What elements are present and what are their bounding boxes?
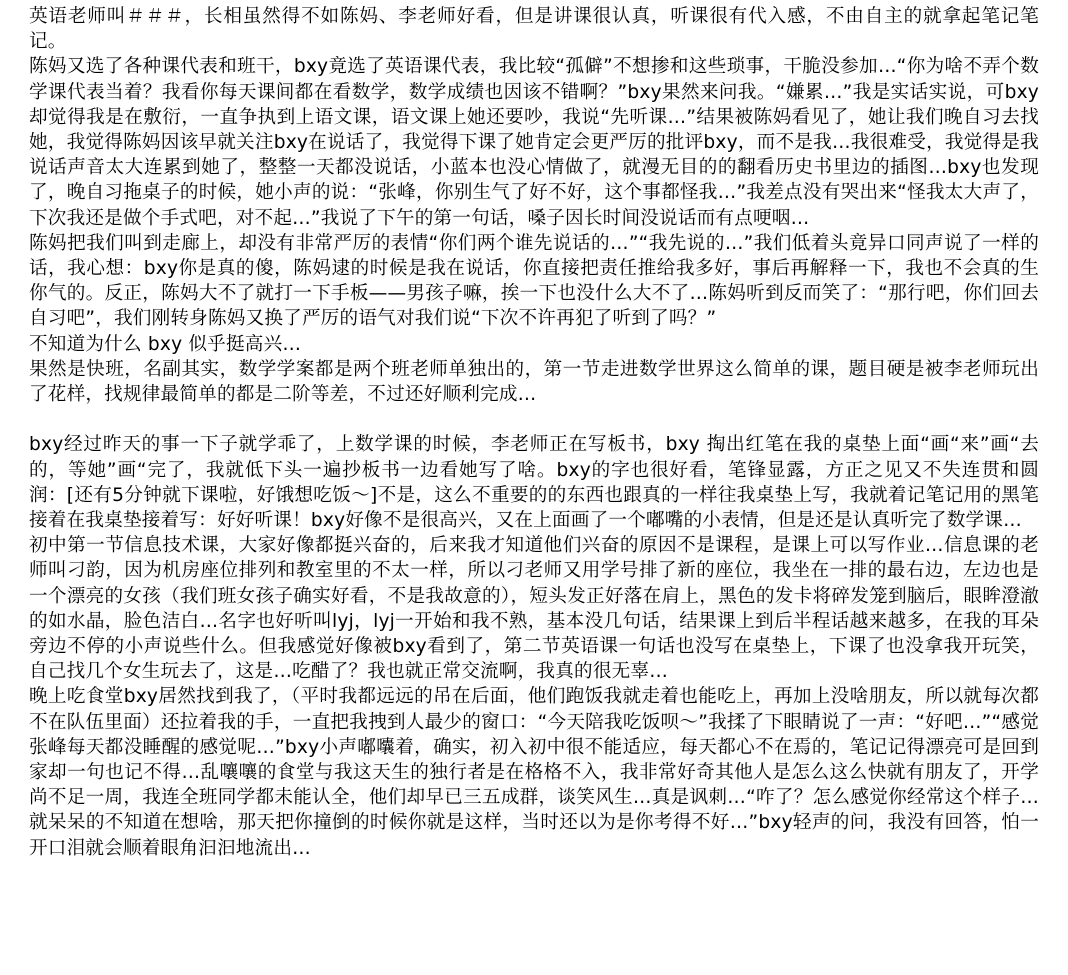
paragraph-it-class: 初中第一节信息技术课，大家好像都挺兴奋的，后来我才知道他们兴奋的原因不是课程，是课上可以写作业…信息课的老师叫刁韵，因为机房座位排列和教室里的不太一样，所以刁老师又用学号排了新的座位，我坐在一排的最右边，左边也是一个漂亮的女孩（我们班女孩子确实好看，不是我故意的），短头发正好落在肩上，黑色的发卡将碎发笼到脑后，眼眸澄澈的如水晶，脸色洁白…名字也好听叫lyj，lyj一开始和我不熟，基本没几句话，结果课上到后半程话越来越多，在我的耳朵旁边不停的小声说些什么。但我感觉好像被bxy看到了，第二节英语课一句话也没写在桌垫上，下课了也没拿我开玩笑，自己找几个女生玩去了，这是…吃醋了？我也就正常交流啊，我真的很无辜… xyxy=(29,535,1039,683)
paragraph-bxy-happy: 不知道为什么 bxy 似乎挺高兴… xyxy=(29,333,302,355)
paragraph-corridor-talk: 陈妈把我们叫到走廊上，却没有非常严厉的表情“你们两个谁先说话的…”“我先说的…”我们低着头竟异口同声说了一样的话，我心想：bxy你是真的傻，陈妈逮的时候是我在说话，你直接把责任推给我多好，事后再解释一下，我也不会真的生你气的。反正，陈妈大不了就打一下手板——男孩子嘛，挨一下也没什么大不了…陈妈听到反而笑了：“那行吧，你们回去自习吧”，我们刚转身陈妈又换了严厉的语气对我们说“下次不许再犯了听到了吗？” xyxy=(29,232,1039,330)
paragraph-desk-pad-notes: bxy经过昨天的事一下子就学乖了，上数学课的时候，李老师正在写板书，bxy 掏出红笔在我的桌垫上面“画“来”画“去的，等她”画“完了，我就低下头一遍抄板书一边看她写了啥。bxy的字也很好看，笔锋显露，方正之见又不失连贯和圆润：[还有5分钟就下课啦，好饿想吃饭～]不是，这么不重要的的东西也跟真的一样往我桌垫上写，我就着记笔记用的黑笔接着在我桌垫接着写：好好听课！bxy好像不是很高兴，又在上面画了一个嘟嘴的小表情，但是还是认真听完了数学课… xyxy=(29,434,1039,532)
paragraph-fast-class: 果然是快班，名副其实，数学学案都是两个班老师单独出的，第一节走进数学世界这么简单的课，题目硬是被李老师玩出了花样，找规律最简单的都是二阶等差，不过还好顺利完成… xyxy=(29,358,1039,406)
document-body xyxy=(29,4,1039,861)
blank-line xyxy=(29,407,1039,432)
paragraph-canteen: 晚上吃食堂bxy居然找到我了，（平时我都远远的吊在后面，他们跑饭我就走着也能吃上，再加上没啥朋友，所以就每次都不在队伍里面）还拉着我的手，一直把我拽到人最少的窗口：“今天陪我吃饭呗～”我揉了下眼睛说了一声：“好吧…”“感觉张峰每天都没睡醒的感觉呢…”bxy小声嘟囔着，确实，初入初中很不能适应，每天都心不在焉的，笔记记得漂亮可是回到家却一句也记不得…乱嚷嚷的食堂与我这天生的独行者是在格格不入，我非常好奇其他人是怎么这么快就有朋友了，开学尚不足一周，我连全班同学都未能认全，他们却早已三五成群，谈笑风生…真是讽刺…“咋了？怎么感觉你经常这个样子…就呆呆的不知道在想啥，那天把你撞倒的时候你就是这样，当时还以为是你考得不好…”bxy轻声的问，我没有回答，怕一开口泪就会顺着眼角汩汩地流出… xyxy=(29,686,1039,859)
paragraph-class-representative: 陈妈又选了各种课代表和班干，bxy竟选了英语课代表，我比较“孤僻”不想掺和这些琐事，干脆没参加…“你为啥不弄个数学课代表当着？我看你每天课间都在看数学，数学成绩也因该不错啊？”bxy果然来问我。“嫌累…”我是实话实说，可bxy却觉得我是在敷衍，一直争执到上语文课，语文课上她还要吵，我说“先听课…”结果被陈妈看见了，她让我们晚自习去找她，我觉得陈妈因该早就关注bxy在说话了，我觉得下课了她肯定会更严厉的批评bxy，而不是我…我很难受，我觉得是我说话声音太大连累到她了，整整一天都没说话，小蓝本也没心情做了，就漫无目的的翻看历史书里边的插图…bxy也发现了，晚自习拖桌子的时候，她小声的说：“张峰，你别生气了好不好，这个事都怪我…”我差点没有哭出来“怪我太大声了，下次我还是做个手式吧，对不起…”我说了下午的第一句话，嗓子因长时间没说话而有点哽咽… xyxy=(29,56,1039,229)
paragraph-english-teacher: 英语老师叫＃＃＃，长相虽然得不如陈妈、李老师好看，但是讲课很认真，听课很有代入感，不由自主的就拿起笔记笔记。 xyxy=(29,6,1039,53)
